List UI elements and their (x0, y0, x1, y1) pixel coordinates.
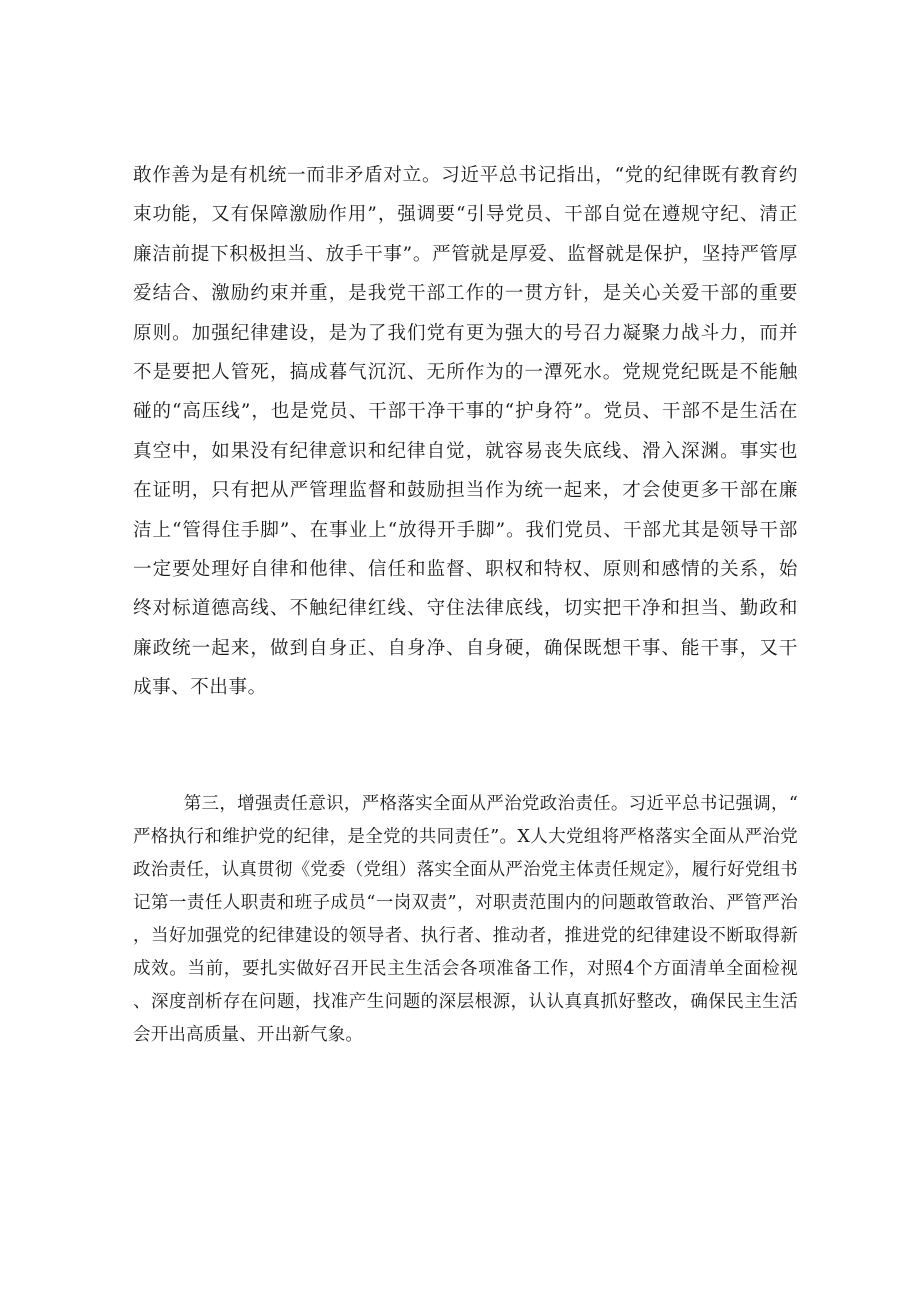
paragraph-third-responsibility: 第三，增强责任意识，严格落实全面从严治党政治责任。习近平总书记强调，“严格执行和维护党的纪律，是全党的共同责任”。X人大党组将严格落实全面从严治党政治责任，认真贯彻《党委（党组）落实全面从严治党主体责任规定》，履行好党组书记第一责任人职责和班子成员“一岗双责”，对职责范围内的问题敢管敢治、严管严治，当好加强党的纪律建设的领导者、执行者、推动者，推进党的纪律建设不断取得新成效。当前，要扎实做好召开民主生活会各项准备工作，对照4个方面清单全面检视、深度剖析存在问题，找准产生问题的深层根源，认认真真抓好整改，确保民主生活会开出高质量、开出新气象。 (133, 794, 798, 1045)
paragraph-discipline-and-care: 敢作善为是有机统一而非矛盾对立。习近平总书记指出，“党的纪律既有教育约束功能，又有保障激励作用”，强调要“引导党员、干部自觉在遵规守纪、清正廉洁前提下积极担当、放手干事”。严管就是厚爱、监督就是保护，坚持严管厚爱结合、激励约束并重，是我党干部工作的一贯方针，是关心关爱干部的重要原则。加强纪律建设，是为了我们党有更为强大的号召力凝聚力战斗力，而并不是要把人管死，搞成暮气沉沉、无所作为的一潭死水。党规党纪既是不能触碰的“高压线”，也是党员、干部干净干事的“护身符”。党员、干部不是生活在真空中，如果没有纪律意识和纪律自觉，就容易丧失底线、滑入深渊。事实也在证明，只有把从严管理监督和鼓励担当作为统一起来，才会使更多干部在廉洁上“管得住手脚”、在事业上“放得开手脚”。我们党员、干部尤其是领导干部一定要处理好自律和他律、信任和监督、职权和特权、原则和感情的关系，始终对标道德高线、不触纪律红线、守住法律底线，切实把干净和担当、勤政和廉政统一起来，做到自身正、自身净、自身硬，确保既想干事、能干事，又干成事、不出事。 (133, 165, 798, 699)
